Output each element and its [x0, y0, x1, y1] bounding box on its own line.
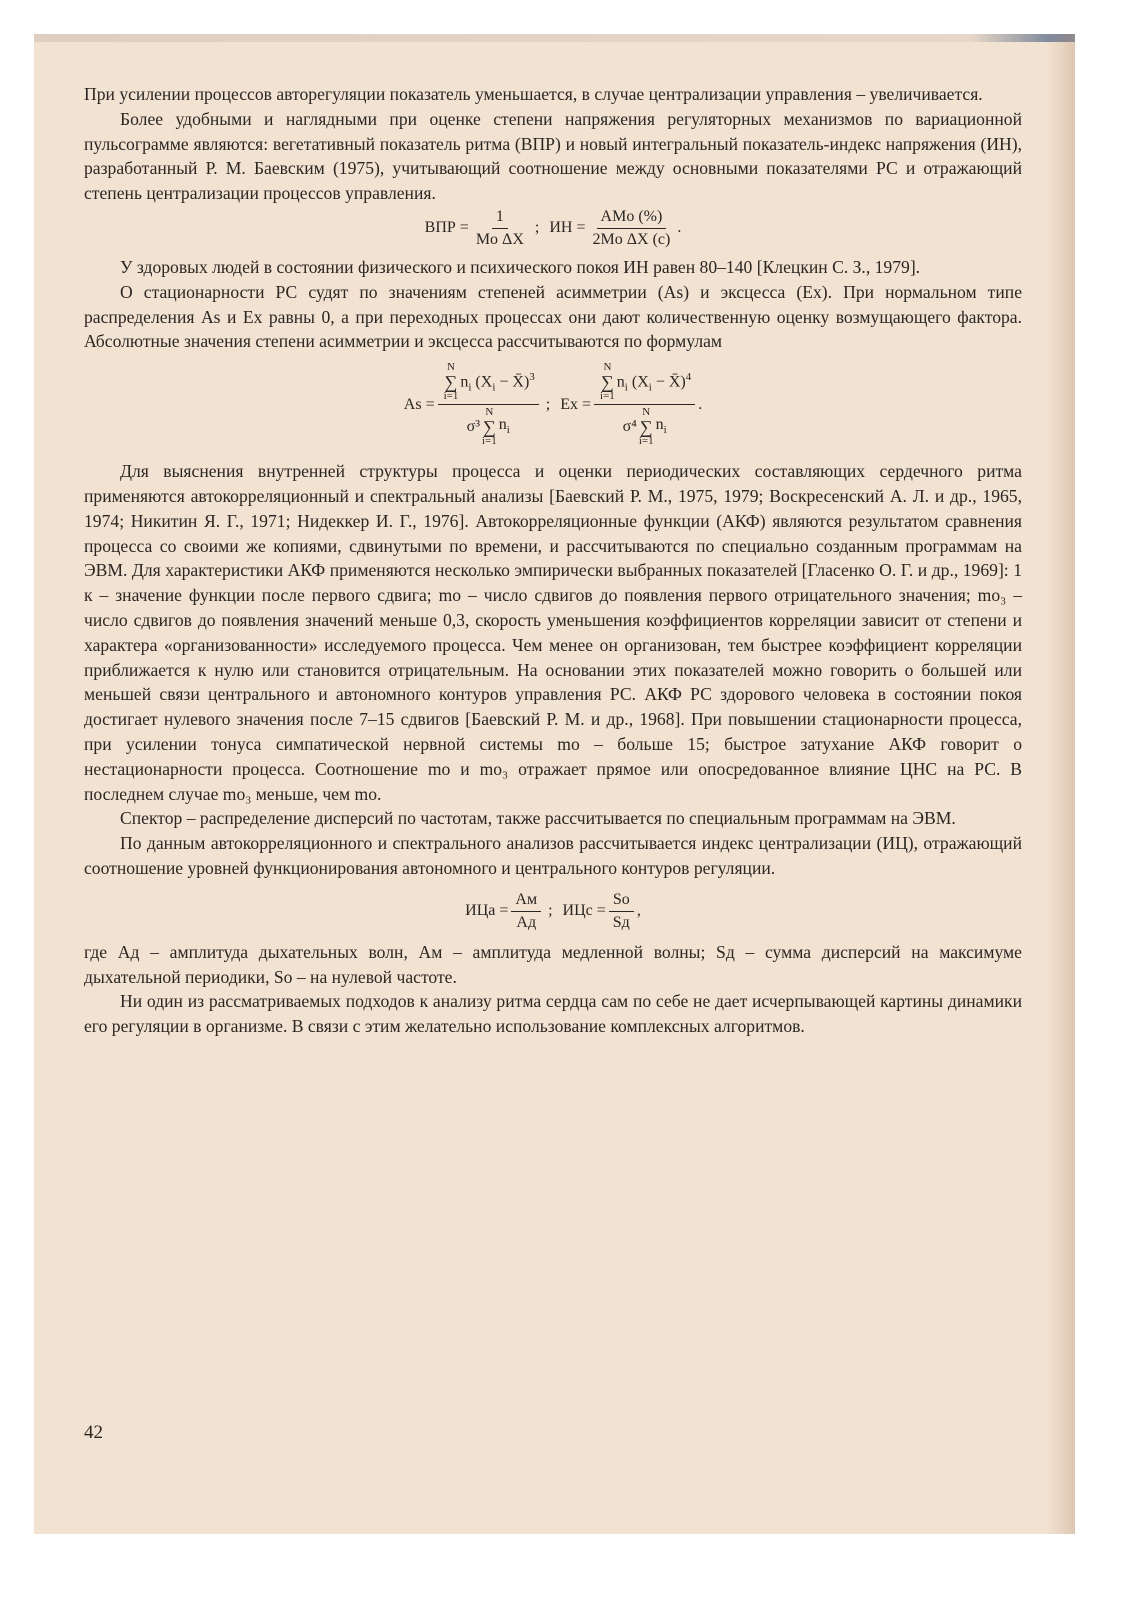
scanned-page	[34, 34, 1075, 1534]
ex-fraction	[594, 362, 695, 447]
ica-lhs: ИЦа =	[465, 902, 509, 920]
in-numerator: AMo (%)	[597, 208, 667, 229]
sum-upper-limit: N	[485, 406, 494, 419]
formula-separator: ;	[534, 219, 540, 237]
sum-symbol	[639, 407, 654, 447]
as-lhs: As =	[403, 395, 435, 413]
formula-ic	[84, 891, 1022, 932]
paragraph-1: При усилении процессов авторегуляции показатель уменьшается, в случае централизации управления – увеличивается.	[84, 84, 983, 104]
formula-end: ,	[636, 902, 641, 920]
paragraph-4: О стационарности РС судят по значениям степеней асимметрии (As) и эксцесса (Ex). При нормальном типе распределения As и Ex равны 0, а при переходных процессах они дают количественную оценку возмущающего фактора. Абсолютные значения степени асимметрии и эксцесса рассчитываются по формулам	[84, 281, 1022, 352]
sigma-glyph: ∑	[482, 417, 496, 438]
ica-fraction	[511, 891, 541, 932]
sum-lower-limit: i=1	[481, 435, 497, 448]
sum-lower-limit: i=1	[600, 390, 615, 403]
icc-fraction	[609, 891, 634, 932]
ex-numerator	[594, 362, 695, 405]
sum-symbol	[444, 362, 459, 402]
sigma-glyph: ∑	[444, 372, 458, 393]
vpr-numerator: 1	[492, 208, 508, 229]
as-fraction	[438, 362, 539, 447]
ex-lhs: Ex =	[560, 395, 592, 413]
paragraph-3: У здоровых людей в состоянии физического и психического покоя ИН равен 80–140 [Клецкин С. З., 1979].	[120, 256, 921, 277]
as-numerator-expression: $n_i$ ($X_i$ − X̄)$^3$	[460, 370, 535, 394]
sum-upper-limit: N	[447, 361, 455, 374]
paragraph-9: Ни один из рассматриваемых подходов к анализу ритма сердца сам по себе не дает исчерпывающей картины динамики его регуляции в организме. В связи с этим желательно использование комплексных алгоритмов.	[84, 991, 1022, 1037]
paragraph-7: По данным автокорреляционного и спектрального анализов рассчитывается индекс централизации (ИЦ), отражающий соотношение уровней функционирования автономного и центрального контуров регуляции.	[84, 833, 1022, 878]
vpr-lhs: ВПР =	[424, 219, 469, 237]
ica-denominator: Ад	[516, 913, 537, 931]
formula-end: .	[677, 219, 682, 237]
formula-as-ex	[84, 362, 1022, 447]
paragraph-6: Спектор – распределение дисперсий по частотам, также рассчитывается по специальным программам на ЭВМ.	[120, 808, 956, 829]
as-denominator-expression: $n_i$	[498, 415, 510, 436]
formula-separator: ;	[545, 395, 551, 413]
sum-lower-limit: i=1	[443, 390, 459, 403]
sigma-cubed: σ³	[466, 418, 480, 436]
formula-end: .	[698, 395, 703, 413]
sum-lower-limit: i=1	[638, 435, 654, 448]
in-lhs: ИН =	[549, 219, 586, 237]
sum-upper-limit: N	[603, 361, 612, 374]
vpr-fraction	[472, 208, 528, 249]
icc-numerator: So	[609, 891, 634, 912]
paragraph-2: Более удобными и наглядными при оценке степени напряжения регуляторных механизмов по вариационной пульсограмме являются: вегетативный показатель ритма (ВПР) и новый интегральный показатель-индекс напряжения (ИН), разработанный Р. М. Баевским (1975), учитывающий соотношение между основными показателями РС и отражающий степень централизации процессов управления.	[84, 108, 1022, 204]
ex-denominator	[619, 405, 671, 447]
paragraph-8: где Ад – амплитуда дыхательных волн, Ам – амплитуда медленной волны; Sд – сумма дисперсий на максимуме дыхательной периодики, So – на нулевой частоте.	[84, 941, 1022, 987]
sum-upper-limit: N	[642, 406, 651, 419]
vpr-denominator: Mo ΔX	[475, 230, 524, 248]
sigma-glyph: ∑	[600, 372, 614, 393]
as-numerator	[438, 362, 539, 405]
in-fraction	[589, 208, 675, 249]
page-number: 42	[84, 1422, 103, 1443]
page-gutter-shadow	[1047, 34, 1075, 1534]
formula-separator: ;	[548, 902, 553, 920]
ica-numerator: Ам	[511, 891, 541, 912]
sigma-fourth: σ⁴	[622, 418, 637, 436]
sigma-glyph: ∑	[639, 417, 653, 438]
sum-symbol	[482, 407, 497, 447]
ex-denominator-expression: $n_i$	[655, 415, 667, 436]
icc-lhs: ИЦс =	[562, 902, 606, 920]
formula-vpr-in	[84, 208, 1022, 249]
ex-numerator-expression: $n_i$ ($X_i$ − X̄)$^4$	[616, 370, 692, 394]
as-denominator	[463, 405, 514, 447]
body-text	[84, 82, 1022, 1039]
scan-top-edge	[34, 34, 1075, 42]
sum-symbol	[600, 362, 615, 402]
icc-denominator: Sд	[612, 913, 630, 931]
paragraph-5: Для выяснения внутренней структуры процесса и оценки периодических составляющих сердечного ритма применяются автокорреляционный и спектральный анализы [Баевский Р. М., 1975, 1979; Воскресенский А. Л. и др., 1965, 1974; Никитин Я. Г., 1971; Нидеккер И. Г., 1976]. Автокорреляционные функции (АКФ) являются результатом сравнения процесса со своими же копиями, сдвинутыми по времени, и рассчитываются по специально созданным программам на ЭВМ. Для характеристики АКФ применяются несколько эмпирически выбранных показателей [Гласенко О. Г. и др., 1969]: 1 к – значение функции после первого сдвига; mo – число сдвигов до появления первого отрицательного значения; mo₃ – число сдвигов до появления значений меньше 0,3, скорость уменьшения коэффициентов корреляции зависит от степени и характера «организованности» исследуемого процесса. Чем менее он организован, тем быстрее коэффициент корреляции приближается к нулю или становится отрицательным. На основании этих показателей можно говорить о большей или меньшей связи центрального и автономного контуров управления РС. АКФ РС здорового человека в состоянии покоя достигает нулевого значения после 7–15 сдвигов [Баевский Р. М. и др., 1968]. При повышении стационарности процесса, при усилении тонуса симпатической нервной системы mo – больше 15; быстрое затухание АКФ говорит о нестационарности процесса. Соотношение mo и mo₃ отражает прямое или опосредованное влияние ЦНС на РС. В последнем случае mo₃ меньше, чем mo.	[84, 461, 1022, 804]
in-denominator: 2Mo ΔX (c)	[592, 230, 671, 248]
